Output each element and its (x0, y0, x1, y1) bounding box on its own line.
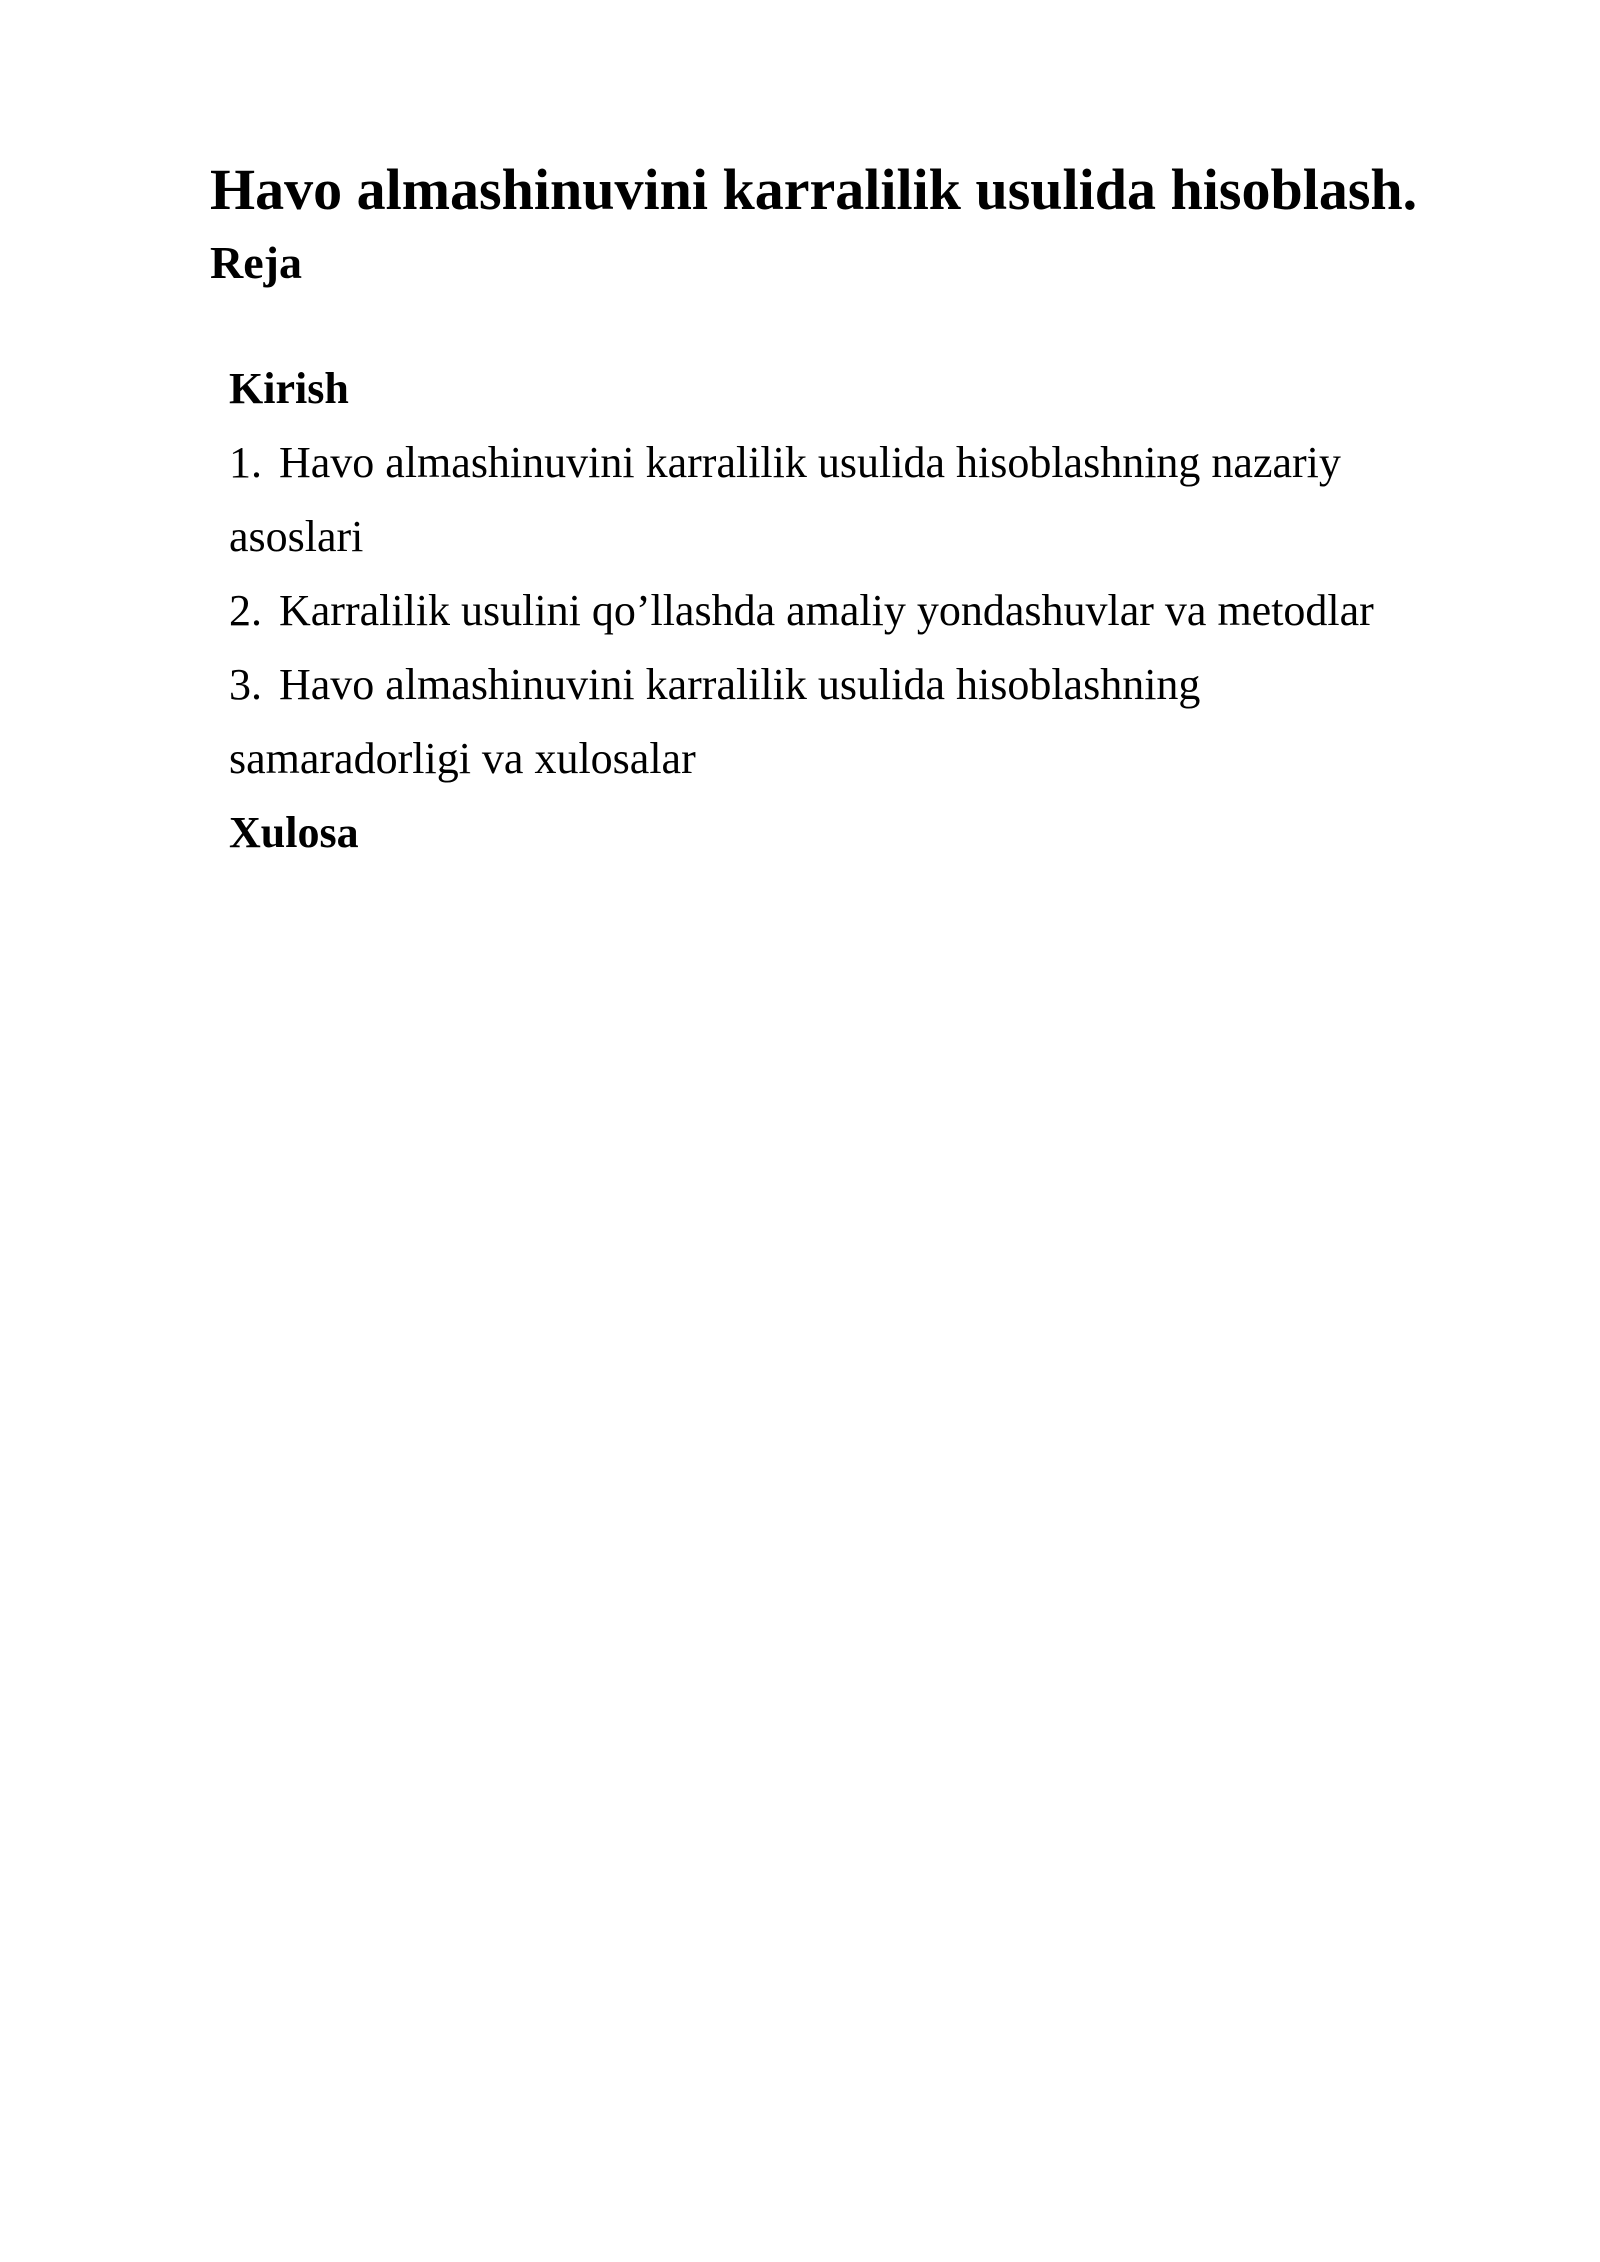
plan-item-3 (229, 648, 1479, 722)
document-title: Havo almashinuvini karralilik usulida hisoblash. (210, 157, 1418, 222)
plan-conclusion: Xulosa (229, 808, 359, 857)
plan-item-2 (229, 574, 1479, 648)
plan-item-number: 1. (229, 438, 262, 487)
plan-item-1 (229, 426, 1479, 500)
plan-list (229, 352, 1479, 870)
plan-item-1-continuation: asoslari (229, 512, 364, 561)
plan-item-number: 2. (229, 586, 262, 635)
plan-item-text: Havo almashinuvini karralilik usulida hisoblashning (279, 660, 1201, 709)
plan-item-3-continuation: samaradorligi va xulosalar (229, 734, 696, 783)
plan-item-text: Karralilik usulini qo’llashda amaliy yondashuvlar va metodlar (279, 586, 1374, 635)
plan-item-number: 3. (229, 660, 262, 709)
plan-item-text: Havo almashinuvini karralilik usulida hisoblashning nazariy (279, 438, 1341, 487)
plan-intro: Kirish (229, 364, 349, 413)
plan-heading: Reja (210, 237, 302, 288)
